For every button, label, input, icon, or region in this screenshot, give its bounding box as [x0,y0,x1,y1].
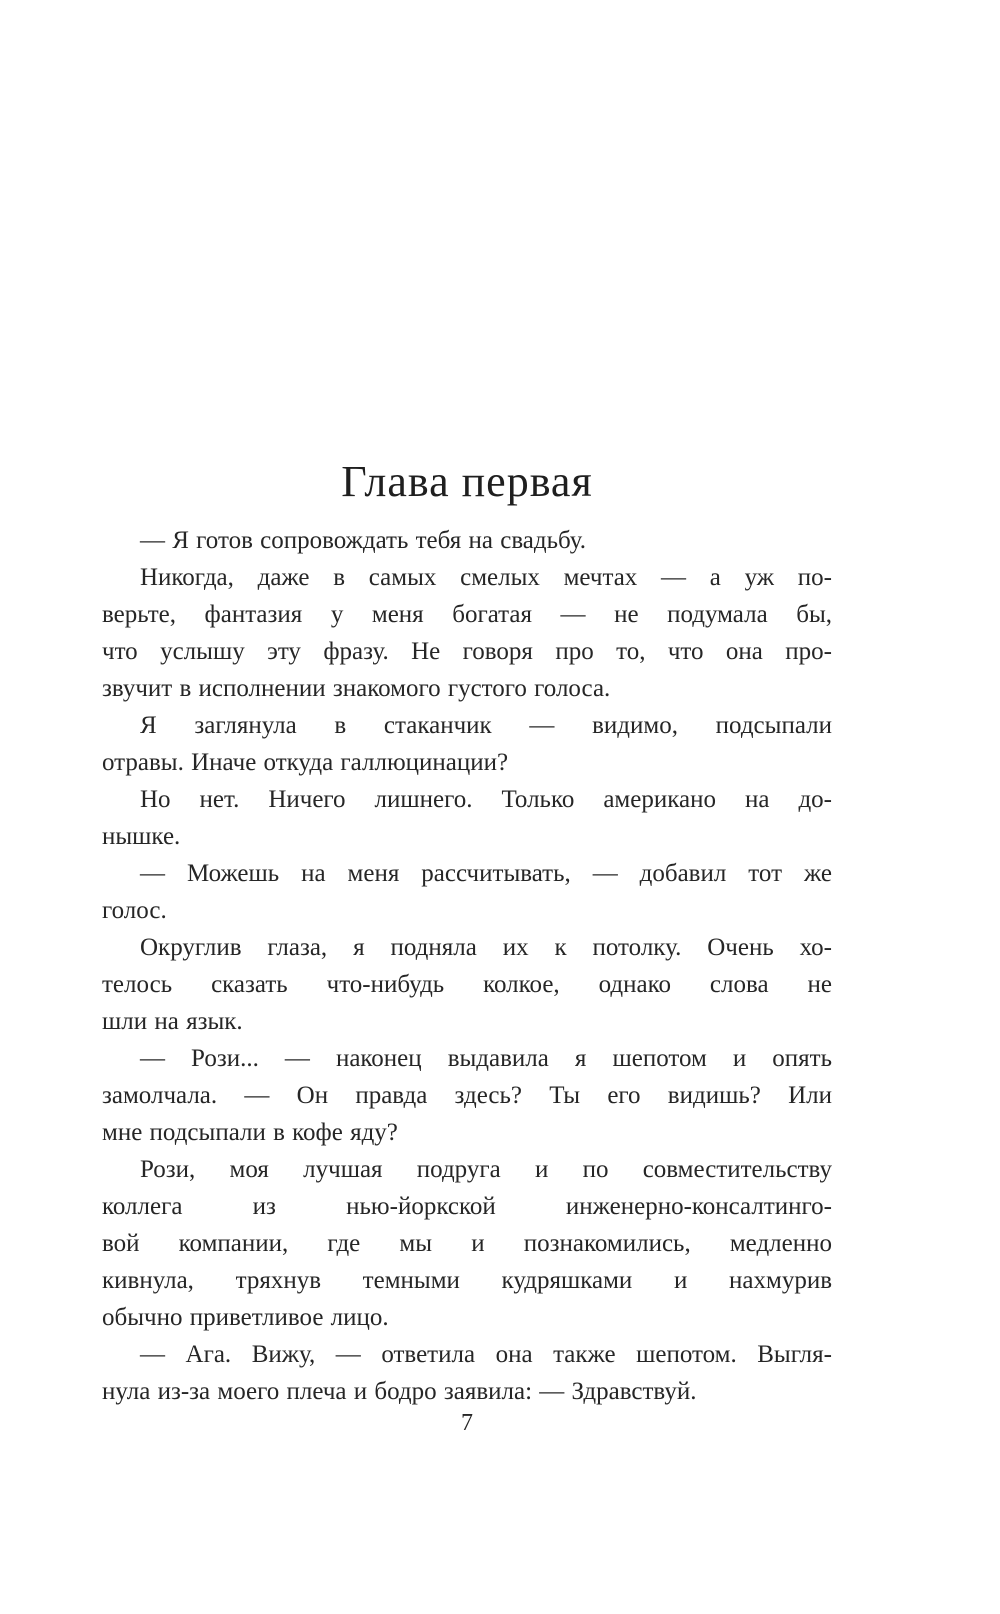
text-line: Я заглянула в стаканчик — видимо, подсыпали [140,712,832,739]
text-column [102,458,832,1410]
chapter-title: Глава первая [341,457,593,506]
text-line: — Можешь на меня рассчитывать, — добавил тот же [140,860,832,887]
paragraph [102,522,832,559]
text-line: шли на язык. [102,1008,243,1035]
text-line: голос. [102,897,167,924]
paragraph [102,707,832,781]
text-line: замолчала. — Он правда здесь? Ты его видишь? Или [102,1082,832,1109]
text-line: обычно приветливое лицо. [102,1304,389,1331]
text-line: Округлив глаза, я подняла их к потолку. Очень хо- [140,934,832,961]
paragraph [102,929,832,1040]
text-line: — Я готов сопровождать тебя на свадьбу. [140,527,587,554]
text-line: — Рози... — наконец выдавила я шепотом и опять [140,1045,832,1072]
paragraph [102,781,832,855]
text-line: коллега из нью-йоркской инженерно-консалтинго- [102,1193,832,1220]
text-line: вой компании, где мы и познакомились, медленно [102,1230,832,1257]
paragraph [102,855,832,929]
text-line: отравы. Иначе откуда галлюцинации? [102,749,509,776]
text-line: Но нет. Ничего лишнего. Только американо на до- [140,786,832,813]
paragraph [102,559,832,707]
paragraph [102,1151,832,1336]
paragraph [102,1040,832,1151]
text-line: мне подсыпали в кофе яду? [102,1119,398,1146]
text-line: кивнула, тряхнув темными кудряшками и нахмурив [102,1267,832,1294]
text-block [102,522,832,1410]
text-line: — Ага. Вижу, — ответила она также шепотом. Выгля- [140,1341,832,1368]
paragraph [102,1336,832,1410]
page-number: 7 [461,1410,473,1436]
text-line: нула из-за моего плеча и бодро заявила: — Здравствуй. [102,1378,697,1405]
text-line: что услышу эту фразу. Не говоря про то, что она про- [102,638,832,665]
text-line: телось сказать что-нибудь колкое, однако слова не [102,971,832,998]
text-line: верьте, фантазия у меня богатая — не подумала бы, [102,601,832,628]
text-line: звучит в исполнении знакомого густого голоса. [102,675,611,702]
text-line: нышке. [102,823,181,850]
text-line: Никогда, даже в самых смелых мечтах — а уж по- [140,564,832,591]
text-line: Рози, моя лучшая подруга и по совместительству [140,1156,832,1183]
